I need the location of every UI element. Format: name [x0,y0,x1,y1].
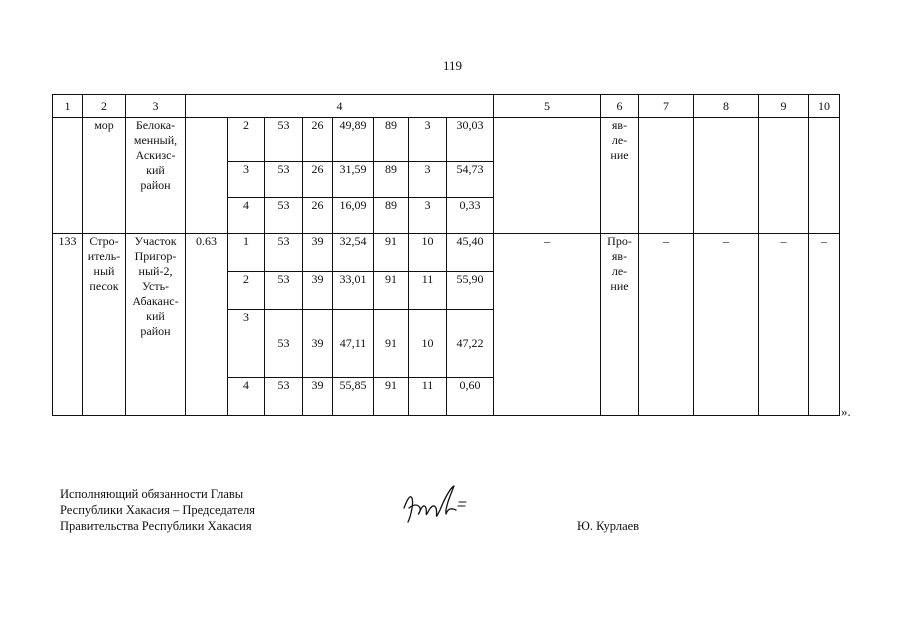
mineral-cell: мор [83,118,126,234]
location-cell: Белока- менный, Аскизс- кий район [126,118,186,234]
col9-cell [759,118,809,234]
coord-cell: 91 [374,378,409,416]
coord-cell: 54,73 [447,162,494,198]
coord-cell: 3 [409,198,447,234]
coord-cell: 26 [303,162,333,198]
coord-cell: 89 [374,162,409,198]
coord-cell: 55,90 [447,272,494,310]
coord-cell: 91 [374,234,409,272]
coord-cell: 53 [265,378,303,416]
table-row [53,234,840,272]
coord-cell: 39 [303,272,333,310]
coord-cell: 33,01 [333,272,374,310]
coord-cell: 3 [409,162,447,198]
mineral-cell: Стро- итель- ный песок [83,234,126,416]
point-cell: 3 [228,310,265,378]
coord-cell: 53 [265,162,303,198]
coord-cell: 31,59 [333,162,374,198]
area-cell [186,118,228,234]
coord-cell: 10 [409,310,447,378]
coord-cell: 0,60 [447,378,494,416]
coord-cell: 91 [374,310,409,378]
point-cell: 1 [228,234,265,272]
type-cell: Про- яв- ле- ние [601,234,639,416]
header-cell: 9 [759,95,809,118]
coord-cell: 39 [303,310,333,378]
signer-name: Ю. Курлаев [577,519,640,533]
col9-cell: – [759,234,809,416]
header-row [53,95,840,118]
coord-cell: 39 [303,234,333,272]
col5-cell: – [494,234,601,416]
header-cell: 3 [126,95,186,118]
point-cell: 4 [228,378,265,416]
header-cell: 8 [694,95,759,118]
header-cell: 7 [639,95,694,118]
coord-cell: 49,89 [333,118,374,162]
coord-cell: 26 [303,198,333,234]
row-number-cell: 133 [53,234,83,416]
col10-cell: – [809,234,840,416]
coord-cell: 91 [374,272,409,310]
col8-cell [694,118,759,234]
coord-cell: 53 [265,234,303,272]
coord-cell: 55,85 [333,378,374,416]
coord-cell: 16,09 [333,198,374,234]
header-cell: 10 [809,95,840,118]
coord-cell: 32,54 [333,234,374,272]
coord-cell: 47,22 [447,310,494,378]
type-cell: яв- ле- ние [601,118,639,234]
location-cell: Участок Пригор- ный-2, Усть- Абаканс- кий район [126,234,186,416]
page-number: 119 [442,58,463,73]
coord-cell: 30,03 [447,118,494,162]
coord-cell: 47,11 [333,310,374,378]
point-cell: 3 [228,162,265,198]
col5-cell [494,118,601,234]
col8-cell: – [694,234,759,416]
coord-cell: 89 [374,198,409,234]
coord-cell: 53 [265,310,303,378]
coord-cell: 10 [409,234,447,272]
handwritten-signature [398,478,478,528]
coord-cell: 89 [374,118,409,162]
table-row [53,118,840,162]
coord-cell: 45,40 [447,234,494,272]
header-cell: 2 [83,95,126,118]
signatory-title [60,486,255,534]
row-number-cell [53,118,83,234]
coord-cell: 0,33 [447,198,494,234]
coord-cell: 26 [303,118,333,162]
closing-quote-mark: ». [841,404,851,419]
signatory-title-line: Правительства Республики Хакасия [60,519,252,533]
header-cell: 4 [186,95,494,118]
header-cell: 1 [53,95,83,118]
header-cell: 6 [601,95,639,118]
point-cell: 4 [228,198,265,234]
coord-cell: 11 [409,272,447,310]
point-cell: 2 [228,272,265,310]
header-cell: 5 [494,95,601,118]
col10-cell [809,118,840,234]
coord-cell: 53 [265,272,303,310]
col7-cell: – [639,234,694,416]
col7-cell [639,118,694,234]
coord-cell: 53 [265,118,303,162]
area-cell: 0.63 [186,234,228,416]
coord-cell: 53 [265,198,303,234]
point-cell: 2 [228,118,265,162]
deposits-table [52,94,840,416]
coord-cell: 3 [409,118,447,162]
coord-cell: 39 [303,378,333,416]
coord-cell: 11 [409,378,447,416]
signatory-title-line: Исполняющий обязанности Главы [60,487,244,501]
signatory-title-line: Республики Хакасия – Председателя [60,503,256,517]
